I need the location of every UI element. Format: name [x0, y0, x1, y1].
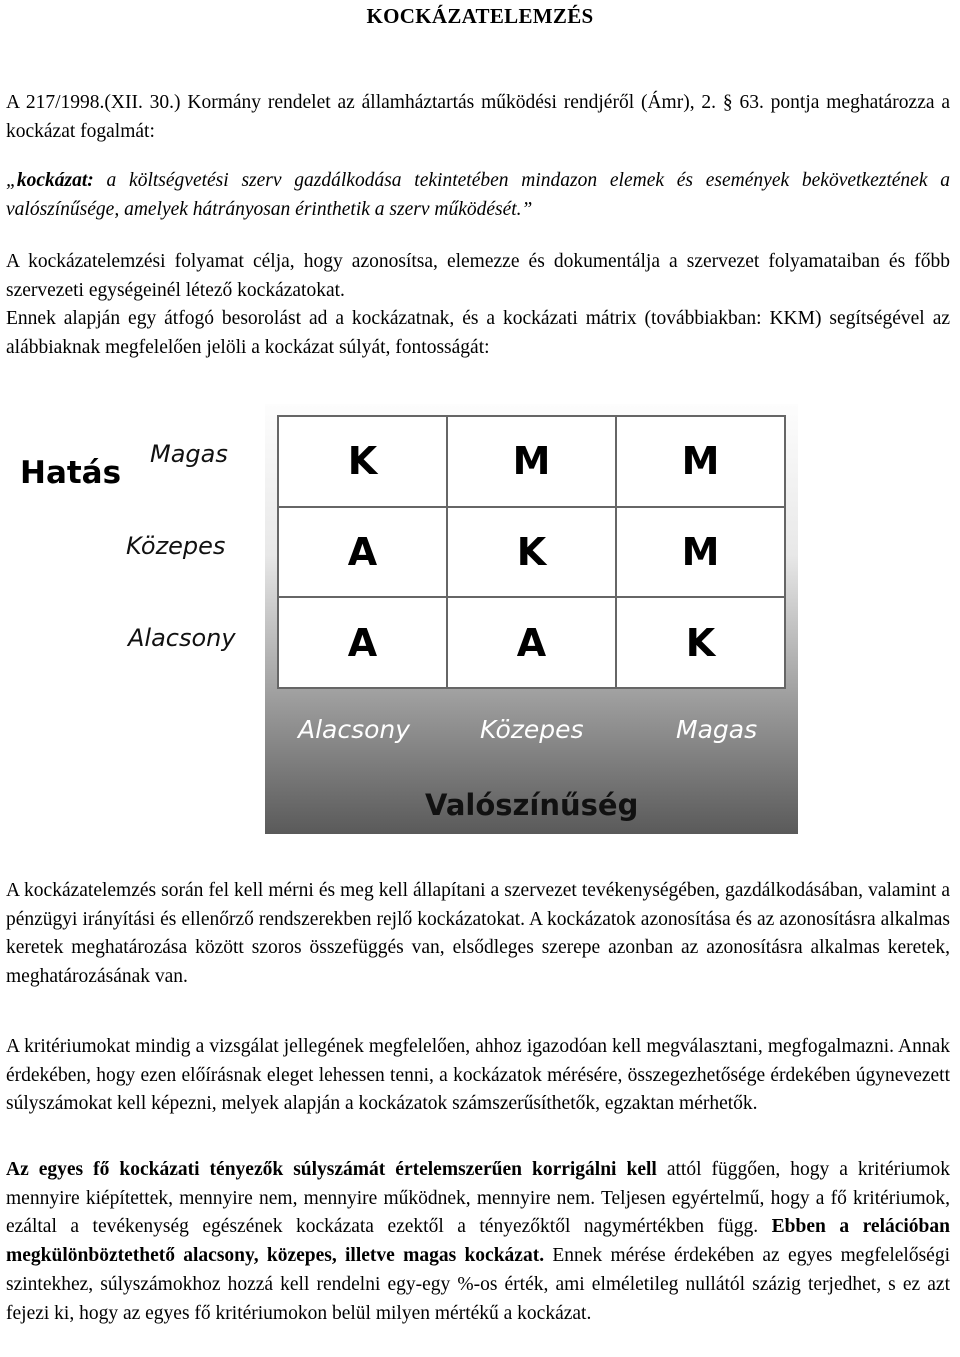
measure-text-1: A kockázatelemzés során fel kell mérni és meg kell állapítani a szervezet tevékenységében, gazdálkodásában, valamint a pénzügyi irányítási és ellenőrző rendszerekben rejlő kockázatokat. [6, 880, 950, 930]
row-label-low: Alacsony [128, 624, 236, 652]
weight-text-1: attól függően, hogy a kritériumok mennyire kiépítettek, mennyire nem, mennyire működnek, mennyire nem. Teljesen egyértelmű, hogy a fő kritériumok, ezáltal a tevékenység egészének kockázata ezektől a tényezőktől nagymértékben függ. [6, 1159, 950, 1238]
x-axis-title: Valószínűség [425, 788, 639, 822]
matrix-cell: M [616, 507, 785, 598]
page-title: KOCKÁZATELEMZÉS [366, 4, 594, 28]
criteria-text-1: A kritériumokat mindig a vizsgálat jellegének megfelelően, ahhoz igazodóan kell megválasztani, megfogalmazni. [6, 1036, 894, 1057]
measure-paragraph [6, 877, 950, 992]
matrix-cell: M [616, 416, 785, 507]
matrix-cell: A [447, 597, 616, 688]
matrix-cell: K [616, 597, 785, 688]
definition-term: kockázat: [16, 170, 94, 191]
weight-text-2: Ennek mérése érdekében az egyes megfelelőségi szintekhez, súlyszámokhoz hozzá kell rendelni egy-egy %-os érték, ami elméletileg nullától százig terjedhet, s ez azt fejezi ki, hogy az egyes fő kritériumokon belül milyen mértékű a kockázat. [6, 1245, 950, 1324]
measure-text-2: A kockázatok azonosítása és az azonosításra alkalmas keretek meghatározása között szoros összefüggés van, elsődleges szerepe azonban az azonosításra alkalmas keretek, meghatározásának van. [6, 908, 950, 988]
definition-text: a költségvetési szerv gazdálkodása tekintetében mindazon elemek és események bekövetkeztének a valószínűsége, amelyek hátrányosan érinthetik a szerv működését. [6, 170, 950, 220]
matrix-cell: K [278, 416, 447, 507]
matrix-cell: K [447, 507, 616, 598]
weight-bold-1: Az egyes fő kockázati tényezők súlyszámát értelemszerűen korrigálni kell [6, 1159, 657, 1180]
close-quote: ” [521, 198, 533, 220]
matrix-cell: M [447, 416, 616, 507]
intro-paragraph: A 217/1998.(XII. 30.) Kormány rendelet az államháztartás működési rendjéről (Ámr), 2. § 63. pontja meghatározza a kockázat fogalmát: [6, 92, 950, 142]
goal-paragraph-1: A kockázatelemzési folyamat célja, hogy azonosítsa, elemezze és dokumentálja a szervezet folyamataiban és főbb szervezeti egységeinél létező kockázatokat. [6, 251, 950, 301]
goal-paragraph-2: Ennek alapján egy átfogó besorolást ad a kockázatnak, és a kockázati mátrix (továbbiakban: KKM) segítségével az alábbiaknak megfelelően jelöli a kockázat súlyát, fontosságát: [6, 308, 950, 358]
matrix-cell: A [278, 597, 447, 688]
col-label-low: Alacsony [298, 715, 411, 744]
criteria-text-2: Annak érdekében, hogy ezen előírásnak eleget lehessen tenni, a kockázatok mérésére, összegezhetősége érdekében úgynevezett súlyszámokat kell képezni, melyek alapján a kockázatok számszerűsíthetők, egzaktan mérhetők. [6, 1036, 950, 1115]
definition-paragraph [6, 167, 950, 224]
matrix-cell: A [278, 507, 447, 598]
y-axis-title: Hatás [20, 455, 122, 491]
weight-bold-2: Ebben a relációban megkülönböztethető alacsony, közepes, illetve magas kockázat. [6, 1216, 950, 1267]
criteria-paragraph [6, 1033, 950, 1119]
col-label-medium: Közepes [480, 715, 584, 744]
weight-paragraph [6, 1156, 950, 1328]
col-label-high: Magas [676, 715, 758, 744]
row-label-medium: Közepes [126, 532, 226, 560]
row-label-high: Magas [150, 440, 228, 468]
risk-matrix-figure [0, 390, 960, 840]
risk-matrix-grid [277, 415, 786, 689]
open-quote: „ [6, 170, 17, 191]
